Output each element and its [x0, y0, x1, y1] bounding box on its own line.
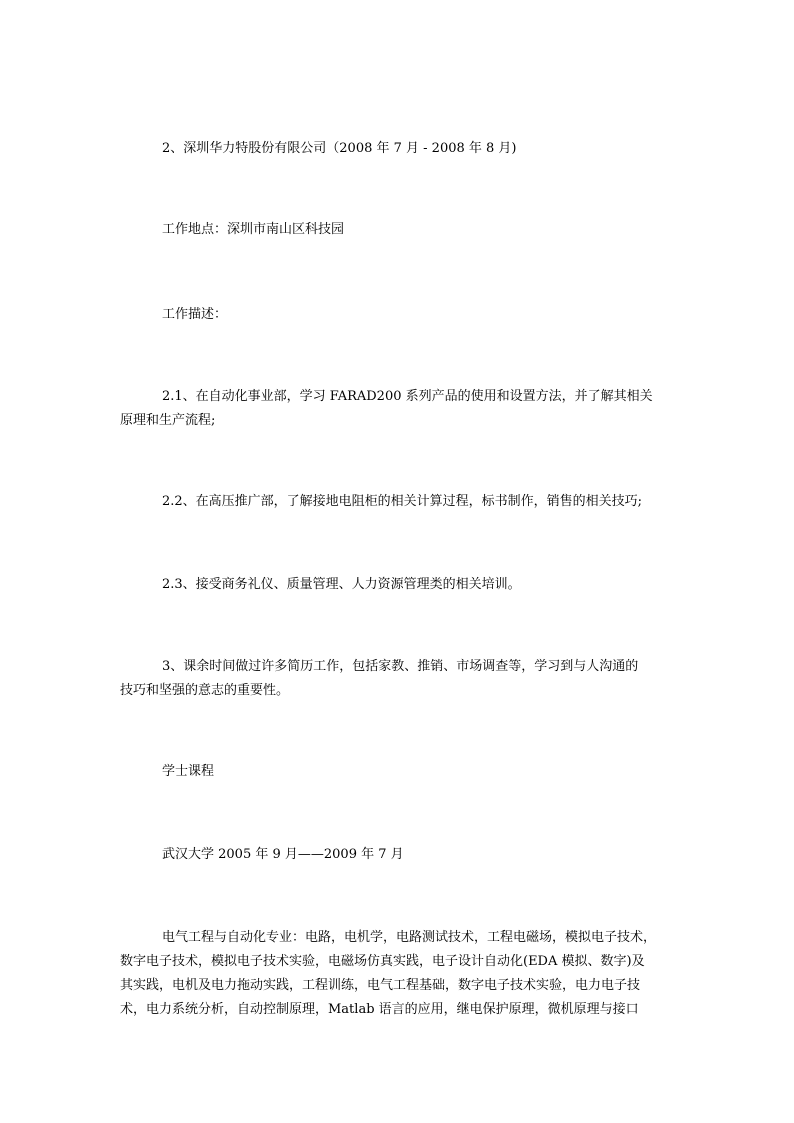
- text-line: 工作地点：深圳市南山区科技园: [162, 222, 345, 237]
- experience-item-3: [120, 655, 686, 703]
- text-line: 电气工程与自动化专业：电路，电机学，电路测试技术，工程电磁场，模拟电子技术，: [162, 930, 657, 945]
- text-line: 术，电力系统分析，自动控制原理，Matlab 语言的应用，继电保护原理，微机原理与接口: [120, 1002, 639, 1017]
- text-line: 数字电子技术，模拟电子技术实验，电磁场仿真实践，电子设计自动化(EDA 模拟、数字)及: [120, 954, 645, 969]
- text-line: 2.1、在自动化事业部，学习 FARAD200 系列产品的使用和设置方法，并了解其相关: [162, 389, 653, 404]
- duty-item-2-2: [120, 490, 686, 514]
- text-line: 2.2、在高压推广部，了解接地电阻柜的相关计算过程，标书制作，销售的相关技巧;: [162, 494, 643, 509]
- text-line: 技巧和坚强的意志的重要性。: [120, 683, 290, 698]
- text-line: 工作描述：: [162, 307, 228, 322]
- text-line: 2、深圳华力特股份有限公司（2008 年 7 月 - 2008 年 8 月): [162, 141, 517, 156]
- text-line: 武汉大学 2005 年 9 月——2009 年 7 月: [162, 847, 404, 862]
- text-line: 学士课程: [162, 764, 215, 779]
- text-line: 其实践，电机及电力拖动实践，工程训练，电气工程基础，数字电子技术实验，电力电子技: [120, 978, 641, 993]
- course-list: [120, 926, 686, 1022]
- work-location: [120, 218, 686, 242]
- text-line: 原理和生产流程;: [120, 413, 216, 428]
- text-line: 3、课余时间做过许多简历工作，包括家教、推销、市场调查等，学习到与人沟通的: [162, 659, 639, 674]
- university-dates: [120, 843, 686, 867]
- duty-item-2-3: [120, 573, 686, 597]
- work-description-label: [120, 303, 686, 327]
- section-heading-courses: [120, 760, 686, 784]
- duty-item-2-1: [120, 385, 686, 433]
- company-heading: [120, 137, 686, 161]
- text-line: 2.3、接受商务礼仪、质量管理、人力资源管理类的相关培训。: [162, 577, 521, 592]
